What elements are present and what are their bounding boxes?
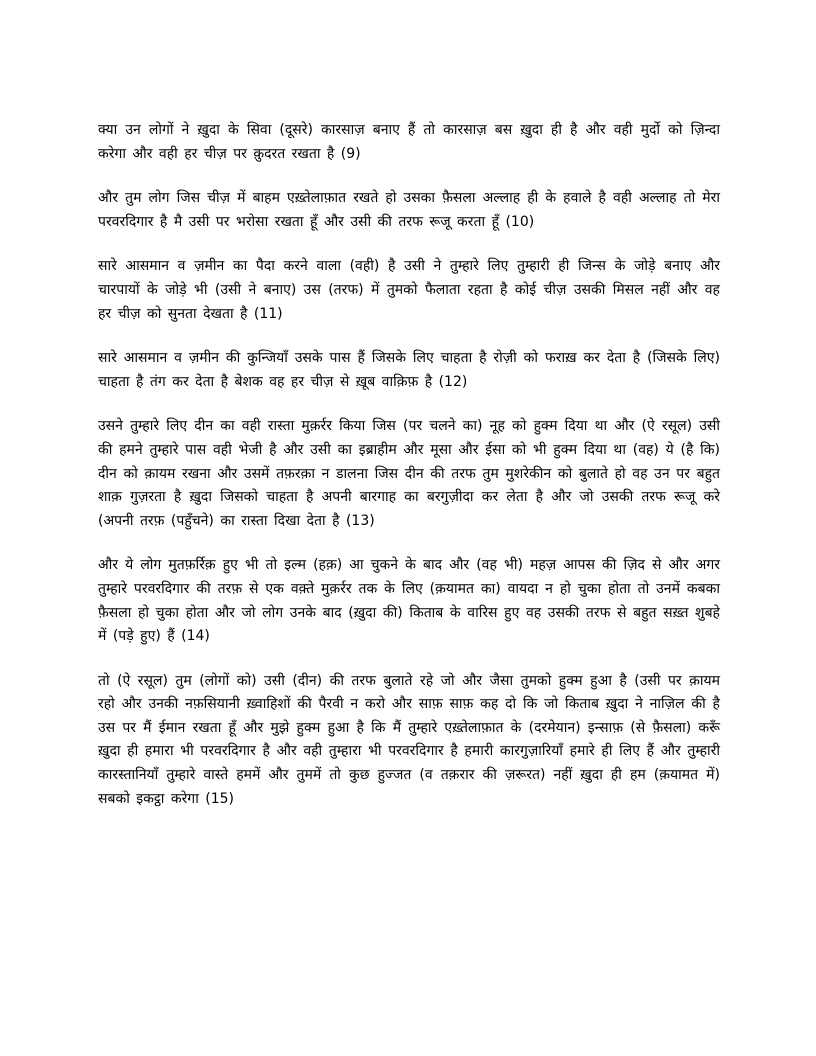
verse-paragraph-10: और तुम लोग जिस चीज़ में बाहम एख़्तेलाफ़ात रखते हो उसका फ़ैसला अल्लाह ही के हवाले है वही अल्लाह तो मेरा परवरदिगार है मै उसी पर भरोसा रखता हूँ और उसी की तरफ रूजू करता हूँ (10) [98, 190, 720, 230]
verse-paragraph-13: उसने तुम्हारे लिए दीन का वही रास्ता मुक़र्रर किया जिस (पर चलने का) नूह को हुक्म दिया था और (ऐ रसूल) उसी की हमने तुम्हारे पास वही भेजी है और उसी का इब्राहीम और मूसा और ईसा को भी हुक्म दिया था (वह) ये (है कि) दीन को क़ायम रखना और उसमें तफ़रक़ा न डालना जिस दीन की तरफ तुम मुशरेकीन को बुलाते हो वह उन पर बहुत शाक़ गुज़रता है ख़ुदा जिसको चाहता है अपनी बारगाह का बरगुज़ीदा कर लेता है और जो उसकी तरफ रूजू करे (अपनी तरफ़ (पहुँचने) का रास्ता दिखा देता है (13) [98, 418, 720, 529]
verse-paragraph-11: सारे आसमान व ज़मीन का पैदा करने वाला (वही) है उसी ने तुम्हारे लिए तुम्हारी ही जिन्स के जोड़े बनाए और चारपायों के जोड़े भी (उसी ने बनाए) उस (तरफ) में तुमको फैलाता रहता है कोई चीज़ उसकी मिसल नहीं और वह हर चीज़ को सुनता देखता है (11) [98, 258, 720, 322]
document-page [98, 119, 720, 832]
verse-paragraph-9: क्या उन लोगों ने ख़ुदा के सिवा (दूसरे) कारसाज़ बनाए हैं तो कारसाज़ बस ख़ुदा ही है और वही मुर्दो को ज़िन्दा करेगा और वही हर चीज़ पर क़ुदरत रखता है (9) [98, 122, 720, 162]
verse-paragraph-15: तो (ऐ रसूल) तुम (लोगों को) उसी (दीन) की तरफ बुलाते रहे जो और जैसा तुमको हुक्म हुआ है (उसी पर क़ायम रहो और उनकी नफ़सियानी ख़्वाहिशों की पैरवी न करो और साफ़ साफ़ कह दो कि जो किताब ख़ुदा ने नाज़िल की है उस पर मैं ईमान रखता हूँ और मुझे हुक्म हुआ है कि मैं तुम्हारे एख़्तेलाफ़ात के (दरमेयान) इन्साफ़ (से फ़ैसला) करूँ ख़ुदा ही हमारा भी परवरदिगार है और वही तुम्हारा भी परवरदिगार है हमारी कारगुज़ारियाँ हमारे ही लिए हैं और तुम्हारी कारस्तानियाँ तुम्हारे वास्ते हममें और तुममें तो कुछ हुज्जत (व तक़रार की ज़रूरत) नहीं ख़ुदा ही हम (क़यामत में) सबको इकट्ठा करेगा (15) [98, 672, 720, 807]
verse-paragraph-14: और ये लोग मुतफ़र्रिक़ हुए भी तो इल्म (हक़) आ चुकने के बाद और (वह भी) महज़ आपस की ज़िद से और अगर तुम्हारे परवरदिगार की तरफ़ से एक वक़्ते मुक़र्रर तक के लिए (क़यामत का) वायदा न हो चुका होता तो उनमें कबका फ़ैसला हो चुका होता और जो लोग उनके बाद (ख़ुदा की) किताब के वारिस हुए वह उसकी तरफ से बहुत सख़्त शुबहे में (पड़े हुए) हैं (14) [98, 557, 720, 645]
verse-paragraph-12: सारे आसमान व ज़मीन की कुन्जियाँ उसके पास हैं जिसके लिए चाहता है रोज़ी को फराख़ कर देता है (जिसके लिए) चाहता है तंग कर देता है बेशक वह हर चीज़ से ख़ूब वाक़िफ़ है (12) [98, 350, 720, 390]
